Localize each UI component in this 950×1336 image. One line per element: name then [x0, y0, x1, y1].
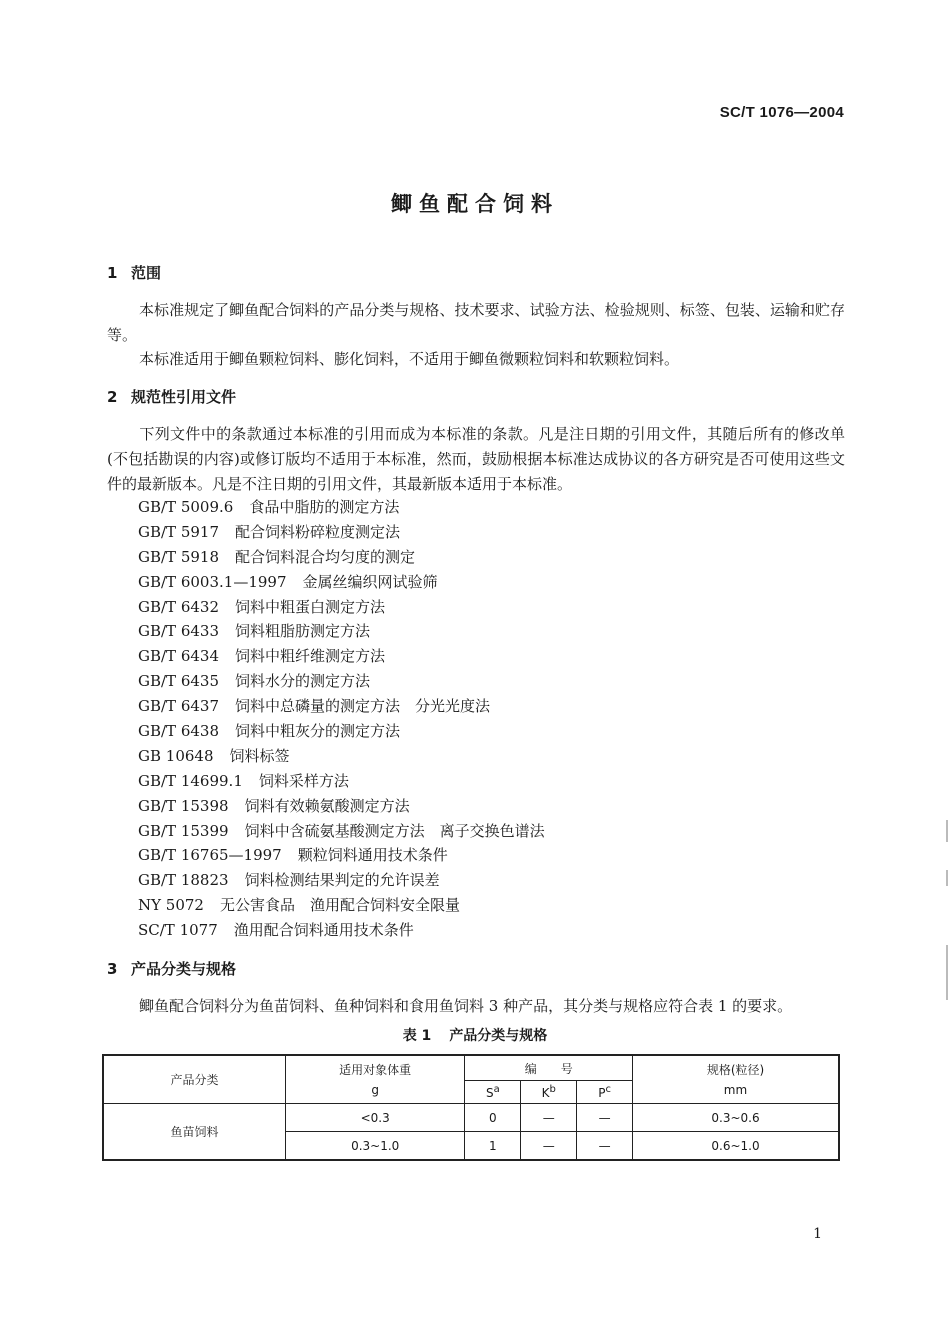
cell-k: —	[521, 1104, 577, 1132]
scope-text-1: 本标准规定了鲫鱼配合饲料的产品分类与规格、技术要求、试验方法、检验规则、标签、包装、运输和贮存等。	[107, 301, 845, 344]
reference-item: GB/T 6003.1—1997 金属丝编织网试验筛	[138, 572, 438, 591]
header-category: 产品分类	[103, 1055, 285, 1104]
section-number: 3	[107, 960, 118, 978]
reference-item: GB/T 5918 配合饲料混合均匀度的测定	[138, 547, 416, 566]
classification-text: 鲫鱼配合饲料分为鱼苗饲料、鱼种饲料和食用鱼饲料 3 种产品，其分类与规格应符合表 1 的要求。	[139, 997, 793, 1015]
table-title: 产品分类与规格	[449, 1028, 548, 1044]
reference-item: GB/T 14699.1 饲料采样方法	[138, 771, 349, 790]
reference-list	[138, 495, 545, 943]
reference-item: GB/T 5009.6 食品中脂肪的测定方法	[138, 498, 400, 516]
reference-item: GB/T 6437 饲料中总磷量的测定方法 分光光度法	[138, 697, 491, 716]
table-number: 表 1	[402, 1028, 432, 1044]
reference-item: GB/T 6438 饲料中粗灰分的测定方法	[138, 722, 401, 741]
classification-paragraph	[107, 994, 845, 1019]
page-number: 1	[813, 1226, 822, 1242]
reference-item: GB/T 6432 饲料中粗蛋白测定方法	[138, 597, 386, 616]
reference-item: GB/T 15398 饲料有效赖氨酸测定方法	[138, 796, 410, 815]
cell-s: 0	[465, 1104, 521, 1132]
reference-item: GB/T 6434 饲料中粗纤维测定方法	[138, 647, 386, 666]
references-intro-paragraph	[107, 422, 845, 497]
reference-item: GB/T 18823 饲料检测结果判定的允许误差	[138, 871, 440, 890]
scan-edge-mark	[946, 820, 948, 842]
header-weight: 适用对象体重 g	[285, 1055, 465, 1104]
reference-item: GB/T 16765—1997 颗粒饲料通用技术条件	[138, 846, 448, 865]
section-number: 1	[107, 264, 118, 282]
cell-p: —	[577, 1132, 633, 1161]
reference-item: SC/T 1077 渔用配合饲料通用技术条件	[138, 921, 414, 940]
cell-spec: 0.6~1.0	[633, 1132, 840, 1161]
section-heading-references	[107, 386, 236, 407]
header-code-k: $K^b$	[521, 1081, 577, 1104]
scan-edge-mark	[946, 870, 948, 886]
table-caption	[0, 1025, 950, 1045]
cell-p: —	[577, 1104, 633, 1132]
reference-item: GB/T 6433 饲料粗脂肪测定方法	[138, 622, 371, 641]
cell-weight: 0.3~1.0	[285, 1132, 465, 1161]
page-title: 鲫鱼配合饲料	[391, 192, 559, 216]
cell-s: 1	[465, 1132, 521, 1161]
header-code: 编 号	[465, 1055, 633, 1081]
reference-item: GB/T 15399 饲料中含硫氨基酸测定方法 离子交换色谱法	[138, 821, 545, 840]
section-number: 2	[107, 388, 118, 406]
section-title: 产品分类与规格	[131, 960, 237, 978]
scope-paragraph-1	[107, 298, 845, 348]
scan-edge-mark	[946, 945, 948, 1000]
cell-k: —	[521, 1132, 577, 1161]
header-code-s: $S^a$	[465, 1081, 521, 1104]
references-intro-text: 下列文件中的条款通过本标准的引用而成为本标准的条款。凡是注日期的引用文件，其随后所有的修改单(不包括勘误的内容)或修订版均不适用于本标准，然而，鼓励根据本标准达成协议的各方研究是否可使用这些文件的最新版本。凡是不注日期的引用文件，其最新版本适用于本标准。	[107, 425, 845, 493]
section-title: 规范性引用文件	[131, 388, 237, 406]
header-code-p: $P^c$	[577, 1081, 633, 1104]
scope-paragraph-2	[107, 347, 845, 372]
header-spec: 规格(粒径) mm	[633, 1055, 840, 1104]
product-spec-table	[102, 1054, 840, 1161]
section-heading-scope	[107, 262, 161, 283]
reference-item: GB/T 6435 饲料水分的测定方法	[138, 672, 371, 691]
cell-weight: <0.3	[285, 1104, 465, 1132]
reference-item: NY 5072 无公害食品 渔用配合饲料安全限量	[138, 896, 460, 915]
cell-group: 鱼苗饲料	[103, 1104, 285, 1161]
reference-item: GB/T 5917 配合饲料粉碎粒度测定法	[138, 522, 401, 541]
section-heading-classification	[107, 958, 236, 979]
reference-item: GB 10648 饲料标签	[138, 746, 290, 765]
table-row	[103, 1104, 839, 1132]
section-title: 范围	[131, 264, 162, 282]
document-code: SC/T 1076—2004	[719, 104, 844, 121]
scope-text-2: 本标准适用于鲫鱼颗粒饲料、膨化饲料，不适用于鲫鱼微颗粒饲料和软颗粒饲料。	[139, 350, 680, 368]
cell-spec: 0.3~0.6	[633, 1104, 840, 1132]
